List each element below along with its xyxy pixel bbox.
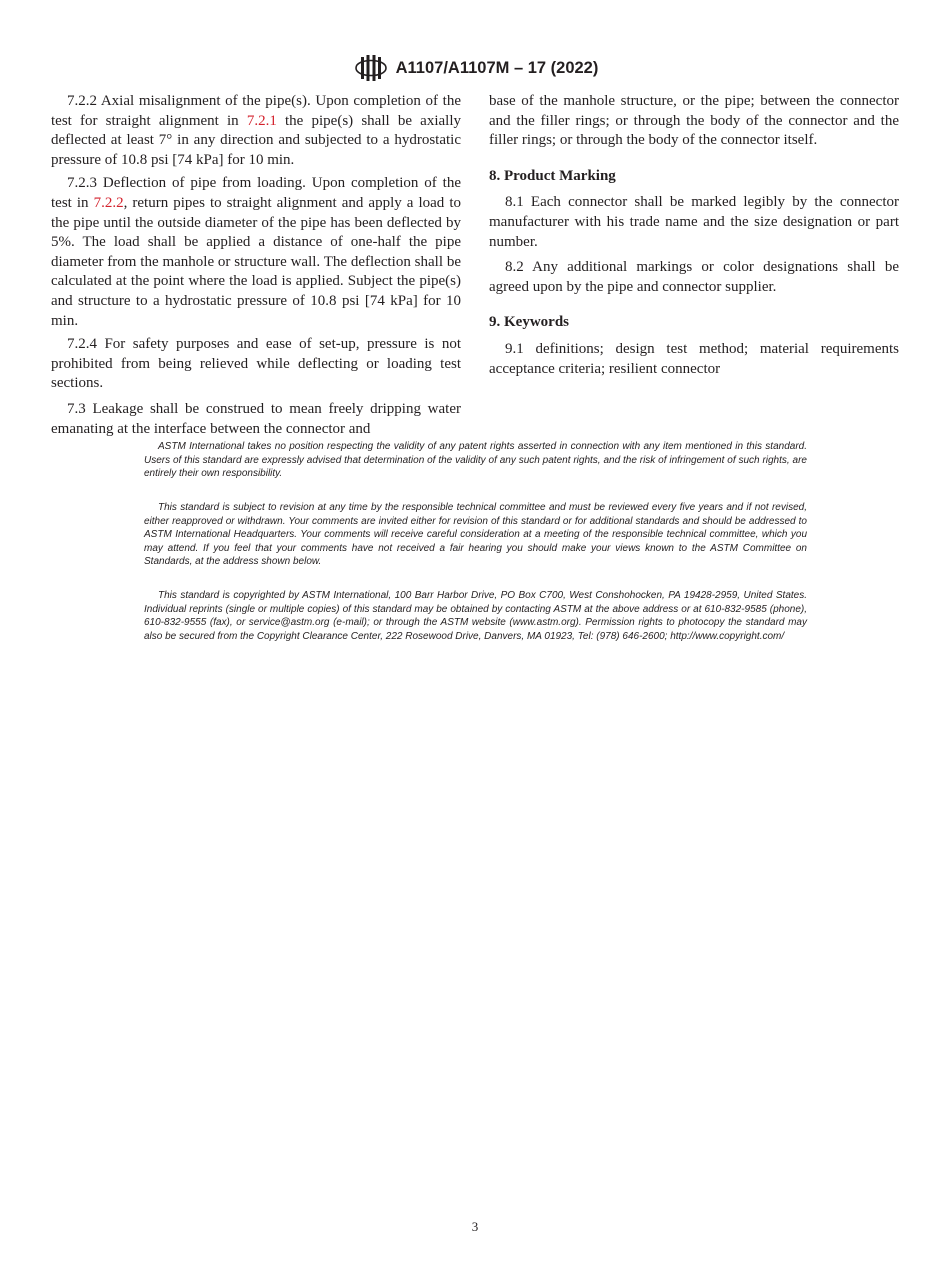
left-column [51, 92, 461, 443]
paragraph-7-2-2: 7.2.2 Axial misalignment of the pipe(s). Upon completion of the test for straight alignment in 7.2.1 the pipe(s) shall be axially deflected at least 7° in any direction and subjected to a hydrostatic pressure of 10.8 psi [74 kPa] for 10 min. [51, 93, 461, 168]
paragraph-8-2: 8.2 Any additional markings or color designations shall be agreed upon by the pipe and connector supplier. [489, 259, 899, 295]
section-heading-8: 8. Product Marking [489, 167, 616, 184]
ref-link-7-2-2[interactable]: 7.2.2 [93, 194, 124, 211]
section-heading-9: 9. Keywords [489, 314, 569, 331]
revision-notice: This standard is subject to revision at any time by the responsible technical committee and must be reviewed every five years and if not revised, either reapproved or withdrawn. Your comments are invited either for revision of this standard or for additional standards and should be addressed to ASTM International Headquarters. Your comments will receive careful consideration at a meeting of the responsible technical committee, which you may attend. If you feel that your comments have not received a fair hearing you should make your views known to the ASTM Committee on Standards, at the address shown below. [144, 502, 807, 568]
page-number: 3 [471, 1219, 479, 1234]
paragraph-7-3-continued: base of the manhole structure, or the pipe; between the connector and the filler rings; or through the body of the connector and the filler rings; or through the body of the connector itself. [489, 93, 899, 149]
paragraph-7-3: 7.3 Leakage shall be construed to mean freely dripping water emanating at the interface between the connector and [51, 400, 461, 437]
paragraph-7-2-3: 7.2.3 Deflection of pipe from loading. Upon completion of the test in 7.2.2, return pipes to straight alignment and apply a load to the pipe until the outside diameter of the pipe has been deflected by 5%. The load shall be applied a distance of one-half the pipe diameter from the manhole or structure wall. The deflection shall be calculated at the point where the load is applied. Subject the pipe(s) and structure to a hydrostatic pressure of 10.8 psi [74 kPa] for 10 min. [51, 175, 462, 329]
right-column [489, 92, 899, 383]
astm-logo-icon [352, 52, 390, 84]
standard-designation: A1107/A1107M – 17 (2022) [395, 58, 599, 77]
page-header [0, 52, 950, 84]
patent-notice: ASTM International takes no position respecting the validity of any patent rights asserted in connection with any item mentioned in this standard. Users of this standard are expressly advised that determination of the validity of any such patent rights, and the risk of infringement of such rights, are entirely their own responsibility. [144, 441, 807, 480]
paragraph-7-2-4: 7.2.4 For safety purposes and ease of set-up, pressure is not prohibited from being relieved while deflecting or loading test sections. [51, 336, 461, 392]
copyright-notice: This standard is copyrighted by ASTM International, 100 Barr Harbor Drive, PO Box C700, West Conshohocken, PA 19428-2959, United States. Individual reprints (single or multiple copies) of this standard may be obtained by contacting ASTM at the above address or at 610-832-9585 (phone), 610-832-9555 (fax), or service@astm.org (e-mail); or through the ASTM website (www.astm.org). Permission rights to photocopy the standard may also be secured from the Copyright Clearance Center, 222 Rosewood Drive, Danvers, MA 01923, Tel: (978) 646-2600; http://www.copyright.com/ [144, 590, 807, 642]
paragraph-8-1: 8.1 Each connector shall be marked legibly by the connector manufacturer with his trade name and the size designation or part number. [489, 194, 899, 250]
ref-link-7-2-1[interactable]: 7.2.1 [246, 112, 277, 129]
paragraph-9-1: 9.1 definitions; design test method; material requirements acceptance criteria; resilient connector [489, 340, 899, 377]
